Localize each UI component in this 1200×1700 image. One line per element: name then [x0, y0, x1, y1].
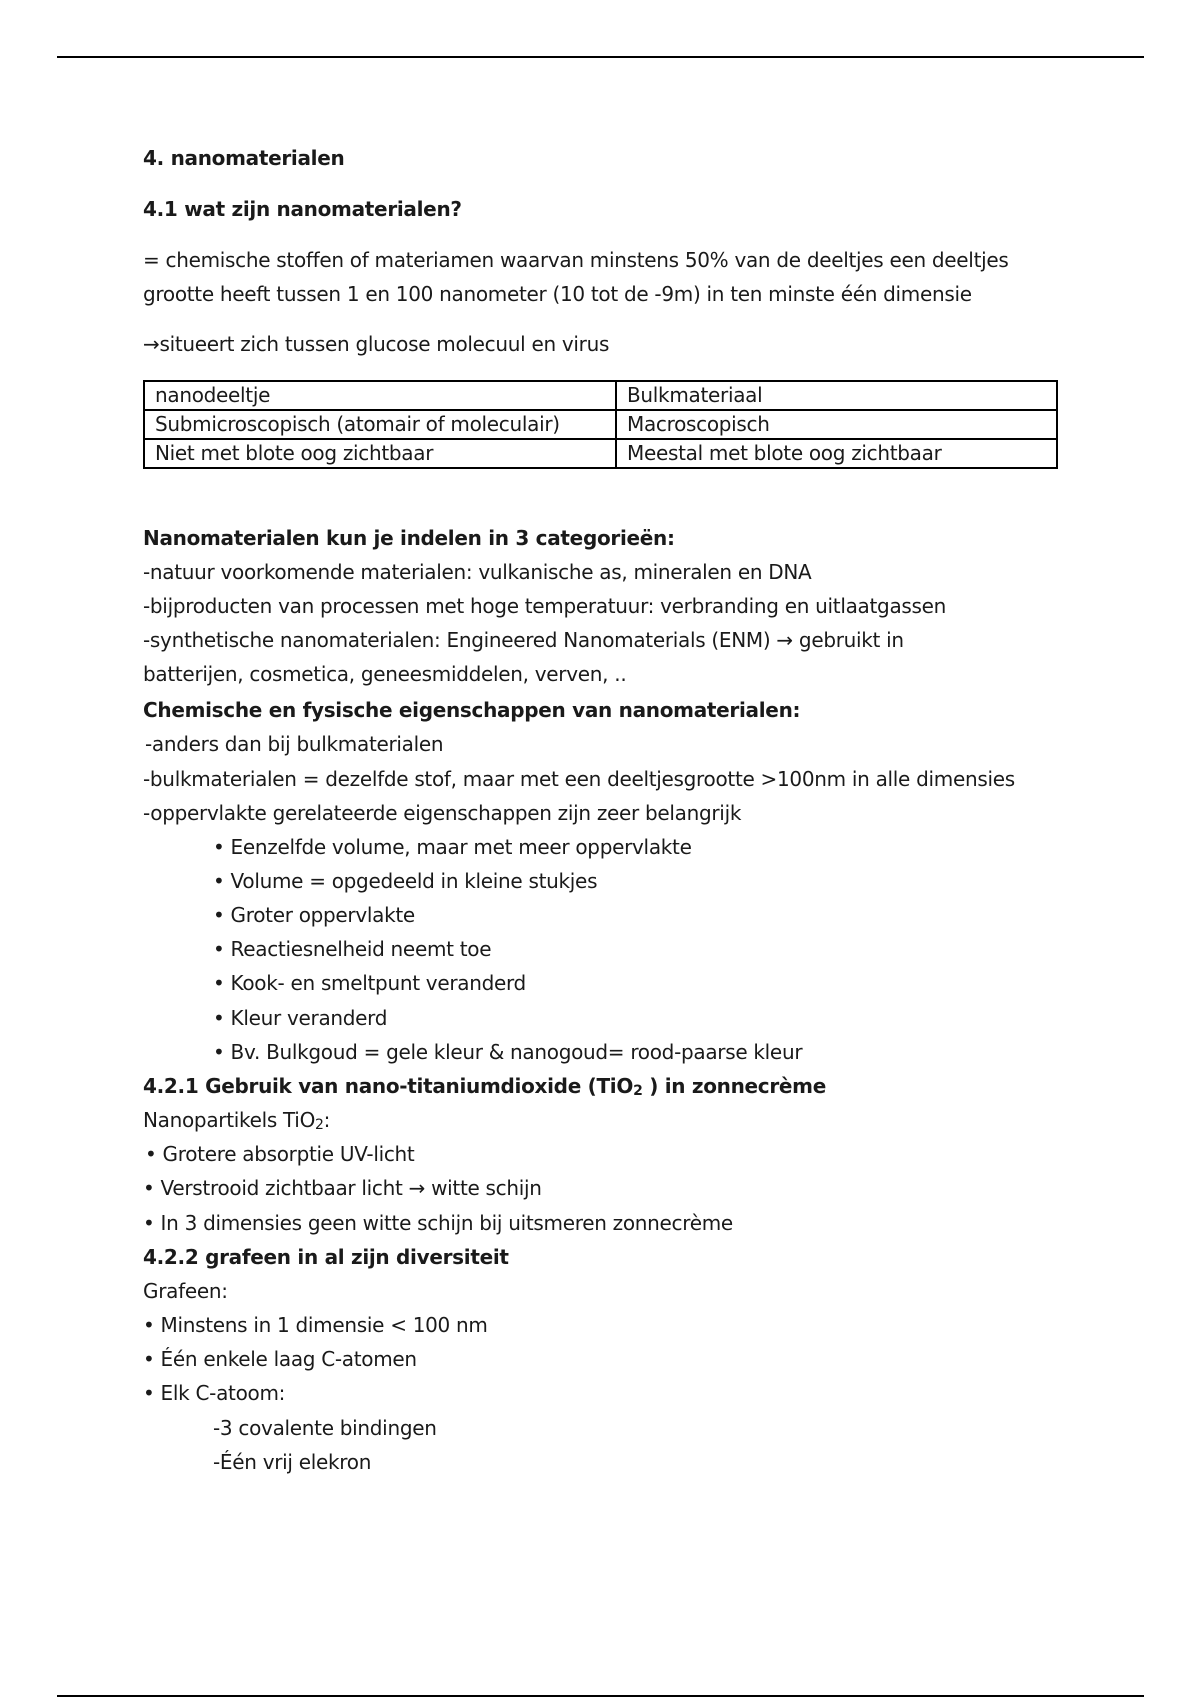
- subsection-heading-4-2-2: 4.2.2 grafeen in al zijn diversiteit: [143, 1245, 509, 1269]
- list-item: -bijproducten van processen met hoge temperatuur: verbranding en uitlaatgassen: [143, 594, 947, 618]
- bullet-item: • In 3 dimensies geen witte schijn bij uitsmeren zonnecrème: [143, 1211, 733, 1235]
- list-item: -synthetische nanomaterialen: Engineered Nanomaterials (ENM) → gebruikt in: [143, 628, 904, 652]
- bullet-item: • Eenzelfde volume, maar met meer oppervlakte: [213, 835, 692, 859]
- table-cell: Meestal met blote oog zichtbaar: [616, 439, 1057, 468]
- grafeen-intro: Grafeen:: [143, 1279, 228, 1303]
- subsection-heading-4-2-1: [143, 1073, 826, 1104]
- table-row: [144, 410, 1057, 439]
- section-heading: 4. nanomaterialen: [143, 146, 345, 170]
- heading-text: 4.2.1 Gebruik van nano-titaniumdioxide (TiO: [143, 1074, 634, 1098]
- bullet-item: • Verstrooid zichtbaar licht → witte schijn: [143, 1176, 542, 1200]
- header-rule: [57, 56, 1144, 58]
- bullet-item: • Één enkele laag C-atomen: [143, 1347, 417, 1371]
- list-item: -oppervlakte gerelateerde eigenschappen zijn zeer belangrijk: [143, 801, 742, 825]
- table-cell: Submicroscopisch (atomair of moleculair): [144, 410, 616, 439]
- table-cell: nanodeeltje: [144, 381, 616, 410]
- bullet-item: • Grotere absorptie UV-licht: [145, 1142, 415, 1166]
- sub-item: -Één vrij elekron: [213, 1450, 372, 1474]
- list-item: -bulkmaterialen = dezelfde stof, maar met een deeltjesgrootte >100nm in alle dimensies: [143, 767, 1015, 791]
- bullet-item: • Volume = opgedeeld in kleine stukjes: [213, 869, 598, 893]
- list-item: -natuur voorkomende materialen: vulkanische as, mineralen en DNA: [143, 560, 812, 584]
- table-cell: Niet met blote oog zichtbaar: [144, 439, 616, 468]
- table-cell: Macroscopisch: [616, 410, 1057, 439]
- table-row: [144, 381, 1057, 410]
- bullet-item: • Groter oppervlakte: [213, 903, 415, 927]
- bullet-item: • Elk C-atoom:: [143, 1381, 286, 1405]
- properties-heading: Chemische en fysische eigenschappen van nanomaterialen:: [143, 698, 801, 722]
- intro-text: :: [323, 1108, 331, 1132]
- definition-line: grootte heeft tussen 1 en 100 nanometer (10 tot de -9m) in ten minste één dimensie: [143, 282, 972, 306]
- subsection-heading-4-1: 4.1 wat zijn nanomaterialen?: [143, 197, 462, 221]
- definition-line: = chemische stoffen of materiamen waarvan minstens 50% van de deeltjes een deeltjes: [143, 248, 1009, 272]
- bullet-item: • Kleur veranderd: [213, 1006, 388, 1030]
- subscript: 2: [315, 1117, 324, 1133]
- bullet-item: • Kook- en smeltpunt veranderd: [213, 971, 526, 995]
- subscript: 2: [633, 1083, 643, 1099]
- list-item: batterijen, cosmetica, geneesmiddelen, verven, ..: [143, 662, 627, 686]
- bullet-item: • Minstens in 1 dimensie < 100 nm: [143, 1313, 488, 1337]
- table-row: [144, 439, 1057, 468]
- list-item: -anders dan bij bulkmaterialen: [145, 732, 444, 756]
- sub-item: -3 covalente bindingen: [213, 1416, 437, 1440]
- bullet-item: • Reactiesnelheid neemt toe: [213, 937, 492, 961]
- bullet-item: • Bv. Bulkgoud = gele kleur & nanogoud= rood-paarse kleur: [213, 1040, 803, 1064]
- intro-text: Nanopartikels TiO: [143, 1108, 316, 1132]
- situates-line: →situeert zich tussen glucose molecuul en virus: [143, 332, 610, 356]
- footer-rule: [57, 1695, 1144, 1697]
- categories-heading: Nanomaterialen kun je indelen in 3 categorieën:: [143, 526, 675, 550]
- tio2-intro: [143, 1107, 330, 1138]
- heading-text: ) in zonnecrème: [642, 1074, 826, 1098]
- comparison-table: [143, 380, 1058, 469]
- table-cell: Bulkmateriaal: [616, 381, 1057, 410]
